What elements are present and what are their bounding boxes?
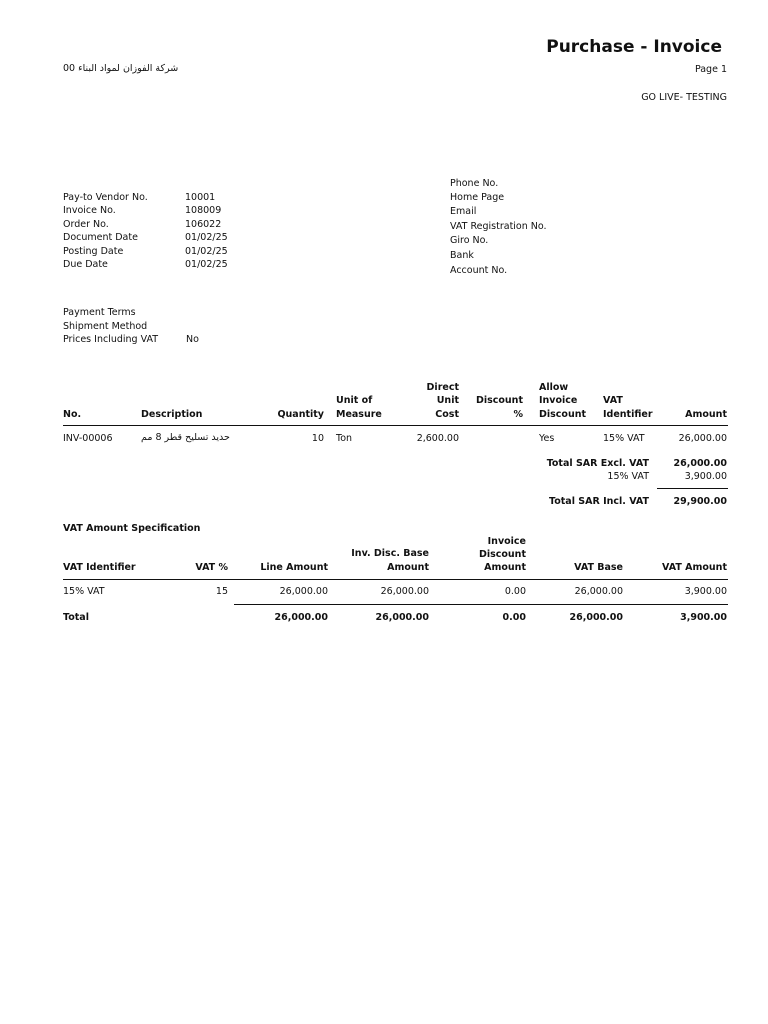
prices-incl-vat-value: No [186,334,199,345]
vat-col-header-id: VAT Identifier [63,562,136,573]
total-excl-value: 26,000.00 [673,458,727,469]
vat-col-header-disc-base-1: Inv. Disc. Base [351,548,429,559]
document-date-value: 01/02/25 [185,232,228,243]
vat-row-amount: 3,900.00 [684,586,727,597]
vat-value: 3,900.00 [684,471,727,482]
document-date-label: Document Date [63,232,138,243]
vat-total-amount: 3,900.00 [680,612,727,623]
vat-col-header-base: VAT Base [574,562,623,573]
vat-row-line-amount: 26,000.00 [279,586,328,597]
vat-row-base: 26,000.00 [574,586,623,597]
total-incl-label: Total SAR Incl. VAT [549,496,649,507]
account-no-label: Account No. [450,265,508,276]
vat-col-header-disc-amount-1: Invoice [487,536,526,547]
totals-divider [657,488,728,489]
company-name: شركة الفوزان لمواد البناء 00 [63,63,179,74]
col-header-allow-disc-2: Invoice [539,395,578,406]
row-description: حديد تسليح قطر 8 مم [141,432,230,443]
vat-spec-title: VAT Amount Specification [63,523,201,534]
row-no: INV-00006 [63,433,113,444]
col-header-unit-cost-2: Unit [436,395,459,406]
col-header-vat-id-2: Identifier [603,409,653,420]
email-label: Email [450,206,477,217]
vat-total-base: 26,000.00 [569,612,623,623]
row-vat-id: 15% VAT [603,433,645,444]
vat-total-label: Total [63,612,89,623]
order-no-label: Order No. [63,219,109,230]
col-header-uom-2: Measure [336,409,382,420]
total-incl-value: 29,900.00 [673,496,727,507]
col-header-unit-cost-3: Cost [435,409,459,420]
row-quantity: 10 [311,433,324,444]
environment-label: GO LIVE- TESTING [641,92,727,103]
home-page-label: Home Page [450,192,505,203]
posting-date-value: 01/02/25 [185,246,228,257]
page-number: Page 1 [694,64,727,75]
order-no-value: 106022 [185,219,222,230]
giro-label: Giro No. [450,235,489,246]
vat-col-header-disc-amount-2: Discount [478,549,526,560]
vat-total-divider [234,604,728,605]
col-header-allow-disc-3: Discount [539,409,587,420]
due-date-label: Due Date [63,259,108,270]
invoice-no-label: Invoice No. [63,205,116,216]
total-excl-label: Total SAR Excl. VAT [546,458,649,469]
vat-row-pct: 15 [215,586,228,597]
vat-col-header-line-amount: Line Amount [260,562,328,573]
col-header-quantity: Quantity [277,409,324,420]
phone-label: Phone No. [450,178,499,189]
col-header-unit-cost-1: Direct [426,382,459,393]
row-unit-cost: 2,600.00 [416,433,459,444]
vat-col-header-amount: VAT Amount [662,562,727,573]
vat-row-disc-amount: 0.00 [504,586,526,597]
col-header-discount-1: Discount [475,395,523,406]
due-date-value: 01/02/25 [185,259,228,270]
vat-col-header-pct: VAT % [195,562,228,573]
payment-terms-label: Payment Terms [63,307,136,318]
col-header-allow-disc-1: Allow [539,382,569,393]
posting-date-label: Posting Date [63,246,124,257]
bank-label: Bank [450,250,474,261]
vat-label: 15% VAT [607,471,649,482]
vat-header-divider [63,579,728,580]
vat-row-id: 15% VAT [63,586,105,597]
col-header-uom-1: Unit of [336,395,373,406]
col-header-amount: Amount [685,409,727,420]
col-header-vat-id-1: VAT [603,395,623,406]
vat-total-disc-base: 26,000.00 [375,612,429,623]
vat-row-disc-base: 26,000.00 [380,586,429,597]
row-uom: Ton [336,433,353,444]
vat-registration-label: VAT Registration No. [450,221,547,232]
shipment-method-label: Shipment Method [63,321,148,332]
pay-to-vendor-value: 10001 [185,192,216,203]
col-header-no: No. [63,409,82,420]
vat-col-header-disc-amount-3: Amount [484,562,526,573]
prices-incl-vat-label: Prices Including VAT [63,334,159,345]
pay-to-vendor-label: Pay-to Vendor No. [63,192,148,203]
col-header-discount-2: % [513,409,523,420]
document-title: Purchase - Invoice [546,37,722,57]
row-amount: 26,000.00 [678,433,727,444]
header-divider [63,425,728,426]
vat-total-line-amount: 26,000.00 [274,612,328,623]
col-header-description: Description [141,409,203,420]
vat-total-disc-amount: 0.00 [502,612,526,623]
row-allow-disc: Yes [539,433,555,444]
vat-col-header-disc-base-2: Amount [387,562,429,573]
invoice-no-value: 108009 [185,205,222,216]
